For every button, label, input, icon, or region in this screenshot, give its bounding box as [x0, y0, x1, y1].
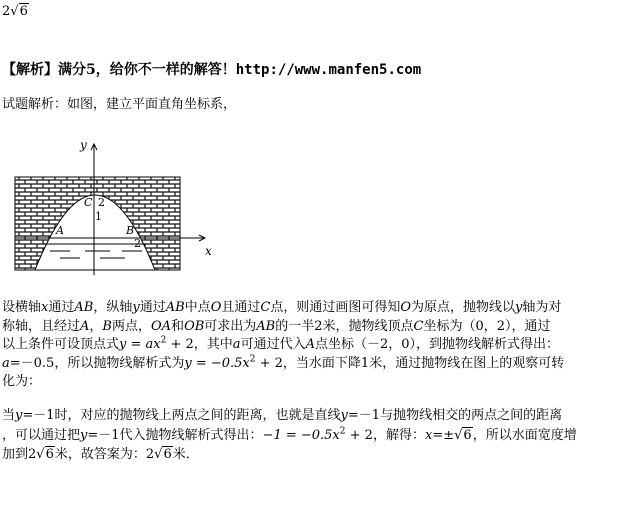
water-lines	[43, 244, 147, 258]
var-c: C	[413, 319, 424, 334]
text-run: 称轴，且经过	[2, 319, 81, 334]
intro-text: 试题解析：如图，建立平面直角坐标系，	[2, 97, 237, 112]
text-run: 以上条件可设顶点式	[2, 337, 120, 352]
sqrt-symbol: √6	[454, 428, 472, 443]
text-run: 通过	[139, 300, 166, 315]
para1-line2	[2, 319, 551, 335]
var-a: A	[305, 337, 315, 352]
x-axis-label: x	[205, 244, 212, 258]
text-run: 米．	[172, 447, 199, 462]
text-run: ，当水面下降1米，通过抛物线在图上的观察可转	[282, 356, 565, 371]
sqrt-symbol: √6	[36, 447, 54, 462]
tick-2-label: 2	[98, 196, 105, 209]
y-axis-label: y	[80, 140, 87, 152]
var-c: C	[260, 300, 271, 315]
equation: + 2	[166, 337, 194, 352]
var-a: A	[80, 319, 90, 334]
text-run: 可求出为	[204, 319, 257, 334]
parabola-bridge-figure	[10, 140, 225, 285]
text-run: 且通过	[221, 300, 261, 315]
answer-coef: 2	[2, 4, 11, 19]
text-run: 和	[171, 319, 185, 334]
text-run: ，所以水面宽度增	[472, 428, 577, 443]
var-y: y	[340, 408, 348, 423]
tick-2-right-label: 2	[134, 237, 141, 250]
text-run: 当	[2, 408, 16, 423]
para2-line1	[2, 408, 562, 424]
text-run: ，解得：	[372, 428, 425, 443]
text-run: =－1与抛物线相交的两点之间的距离	[347, 408, 563, 423]
text-run: 两点，	[111, 319, 151, 334]
exponent: 2	[339, 426, 346, 437]
text-run: =－0.5，所以抛物线解析式为	[9, 356, 185, 371]
var-b: B	[102, 319, 112, 334]
header-slogan: 满分5，给你不一样的解答！	[58, 62, 236, 78]
sqrt-symbol: √6	[154, 447, 172, 462]
var-x: x	[424, 428, 433, 443]
equation: y = −0.5x	[184, 356, 250, 371]
var-o: O	[400, 300, 412, 315]
text-run: 点坐标（－2，0），到抛物线解析式得出：	[314, 337, 560, 352]
var-y: y	[15, 408, 23, 423]
text-run: ，其中	[193, 337, 233, 352]
point-b-label: B	[126, 224, 135, 237]
radicand: 6	[45, 447, 54, 462]
var-y: y	[80, 428, 88, 443]
exponent: 2	[249, 354, 256, 365]
sqrt-symbol: √6	[10, 4, 28, 19]
var-ab: AB	[256, 319, 276, 334]
var-ab: AB	[74, 300, 94, 315]
text-run: ，	[89, 319, 103, 334]
text-run: =±	[432, 428, 455, 443]
para1-line4	[2, 356, 564, 372]
para1-line3	[2, 337, 559, 353]
para2-line2	[2, 428, 577, 444]
equation: + 2	[255, 356, 283, 371]
text-run: 设横轴	[2, 300, 42, 315]
point-c-label: C	[84, 196, 93, 209]
equation: −1 = −0.5x	[262, 428, 340, 443]
var-o: O	[210, 300, 222, 315]
text-run: =－1代入抛物线解析式得出：	[87, 428, 263, 443]
text-run: ，纵轴	[93, 300, 133, 315]
text-run: =－1时，对应的抛物线上两点之间的距离，也就是直线	[22, 408, 341, 423]
var-ab: AB	[165, 300, 185, 315]
equation: y = ax	[119, 337, 161, 352]
text-run: 点，则通过画图可得知	[270, 300, 401, 315]
var-a: a	[2, 356, 10, 371]
var-a: a	[232, 337, 241, 352]
para1-line5: 化为：	[2, 374, 42, 389]
text-run: 为原点，抛物线以	[411, 300, 516, 315]
text-run: 坐标为（0，2），通过	[423, 319, 551, 334]
equation: + 2	[345, 428, 373, 443]
text-run: 米，故答案为：2	[54, 447, 155, 462]
text-run: 可通过代入	[240, 337, 306, 352]
para1-line1	[2, 300, 561, 316]
var-y: y	[132, 300, 140, 315]
radicand: 6	[463, 428, 472, 443]
radicand: 6	[163, 447, 172, 462]
text-run: 轴为对	[522, 300, 562, 315]
var-ob: OB	[184, 319, 205, 334]
point-a-label: A	[56, 224, 64, 237]
answer-line	[2, 4, 29, 20]
solution-header	[2, 62, 421, 78]
answer-radicand: 6	[19, 4, 28, 19]
header-url[interactable]: http://www.manfen5.com	[235, 62, 422, 78]
text-run: 的一半2米，抛物线顶点	[275, 319, 414, 334]
text-run: 中点	[184, 300, 211, 315]
tick-1-label: 1	[95, 210, 102, 223]
var-y: y	[515, 300, 523, 315]
brick-wall	[15, 177, 180, 270]
analysis-tag: 【解析】	[2, 62, 58, 78]
text-run: ，可以通过把	[2, 428, 81, 443]
var-oa: OA	[151, 319, 172, 334]
para2-line3	[2, 447, 199, 463]
var-x: x	[41, 300, 49, 315]
exponent: 2	[160, 335, 167, 346]
text-run: 通过	[48, 300, 75, 315]
text-run: 加到2	[2, 447, 37, 462]
